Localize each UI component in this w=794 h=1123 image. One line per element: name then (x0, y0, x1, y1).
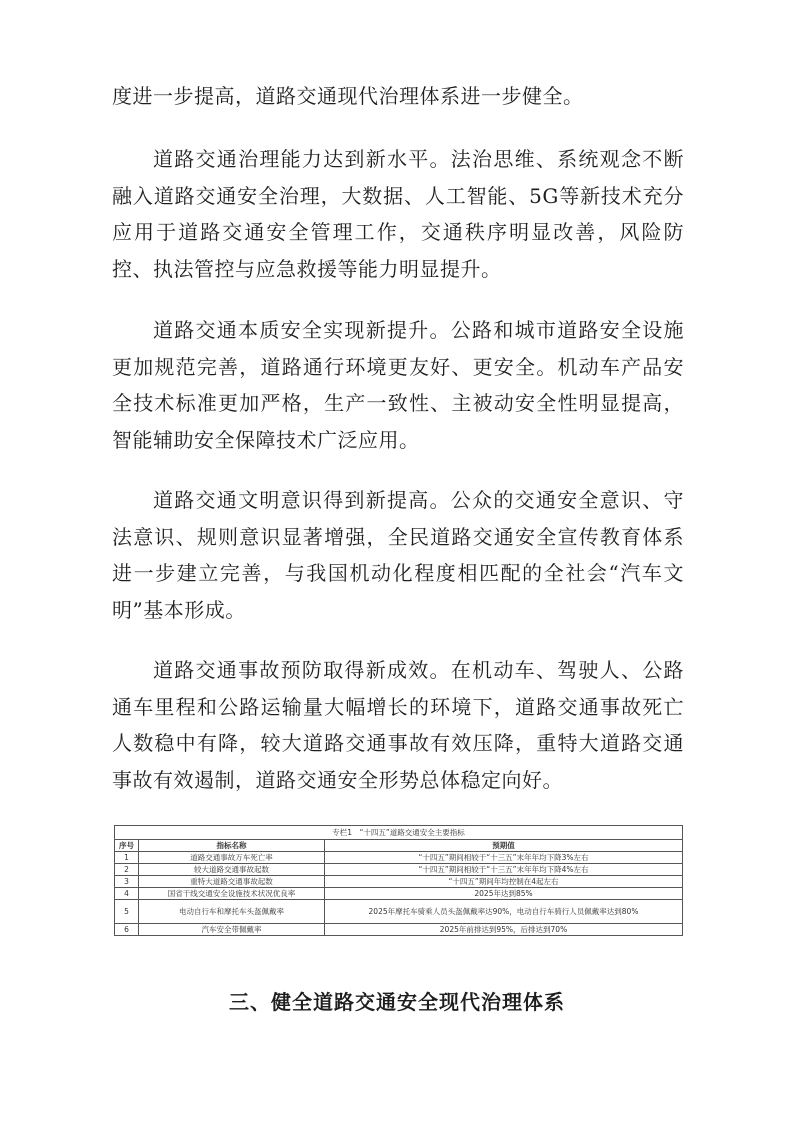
row-target: “十四五”期间年均控制在4起左右 (325, 876, 683, 888)
row-indicator: 重特大道路交通事故起数 (139, 876, 325, 888)
row-index: 2 (115, 864, 139, 876)
table-row (115, 864, 683, 876)
row-index: 1 (115, 852, 139, 864)
row-target: “十四五”期间相较于“十三五”末年年均下降4%左右 (325, 864, 683, 876)
row-indicator: 较大道路交通事故起数 (139, 864, 325, 876)
section-heading: 三、健全道路交通安全现代治理体系 (229, 990, 565, 1014)
row-indicator: 电动自行车和摩托车头盔佩戴率 (139, 900, 325, 924)
row-indicator: 汽车安全带佩戴率 (139, 924, 325, 936)
indicator-table-box (114, 825, 682, 936)
row-index: 5 (115, 900, 139, 924)
table-row (115, 852, 683, 864)
column-header-target: 预期值 (325, 840, 683, 852)
row-index: 3 (115, 876, 139, 888)
row-target: 2025年摩托车骑乘人员头盔佩戴率达90%，电动自行车骑行人员佩戴率达到80% (325, 900, 683, 924)
row-target: “十四五”期间相较于“十三五”末年年均下降3%左右 (325, 852, 683, 864)
row-target: 2025年达到85% (325, 888, 683, 900)
paragraph-accident-prevention: 道路交通事故预防取得新成效。在机动车、驾驶人、公路通车里程和公路运输量大幅增长的环境下，道路交通事故死亡人数稳中有降，较大道路交通事故有效压降，重特大道路交通事故有效遏制，道路交通安全形势总体稳定向好。 (112, 658, 684, 792)
row-indicator: 国省干线交通安全设施技术状况优良率 (139, 888, 325, 900)
column-header-index: 序号 (115, 840, 139, 852)
paragraph-civility-awareness: 道路交通文明意识得到新提高。公众的交通安全意识、守法意识、规则意识显著增强，全民道路交通安全宣传教育体系进一步建立完善，与我国机动化程度相匹配的全社会“汽车文明”基本形成。 (112, 488, 684, 622)
table-row (115, 924, 683, 936)
row-index: 4 (115, 888, 139, 900)
paragraph-intrinsic-safety: 道路交通本质安全实现新提升。公路和城市道路安全设施更加规范完善，道路通行环境更友好、更安全。机动车产品安全技术标准更加严格，生产一致性、主被动安全性明显提高，智能辅助安全保障技术广泛应用。 (112, 318, 684, 452)
table-row (115, 900, 683, 924)
row-index: 6 (115, 924, 139, 936)
row-target: 2025年前排达到95%，后排达到70% (325, 924, 683, 936)
paragraph-governance-capacity: 道路交通治理能力达到新水平。法治思维、系统观念不断融入道路交通安全治理，大数据、人工智能、5G等新技术充分应用于道路交通安全管理工作，交通秩序明显改善，风险防控、执法管控与应急救援等能力明显提升。 (112, 147, 684, 281)
row-indicator: 道路交通事故万车死亡率 (139, 852, 325, 864)
table-caption-row (115, 826, 683, 840)
table-header-row (115, 840, 683, 852)
table-row (115, 888, 683, 900)
indicator-table (114, 825, 683, 936)
table-row (115, 876, 683, 888)
paragraph-continuation: 度进一步提高，道路交通现代治理体系进一步健全。 (112, 84, 584, 108)
column-header-indicator: 指标名称 (139, 840, 325, 852)
table-caption: 专栏1 “十四五”道路交通安全主要指标 (115, 826, 683, 840)
